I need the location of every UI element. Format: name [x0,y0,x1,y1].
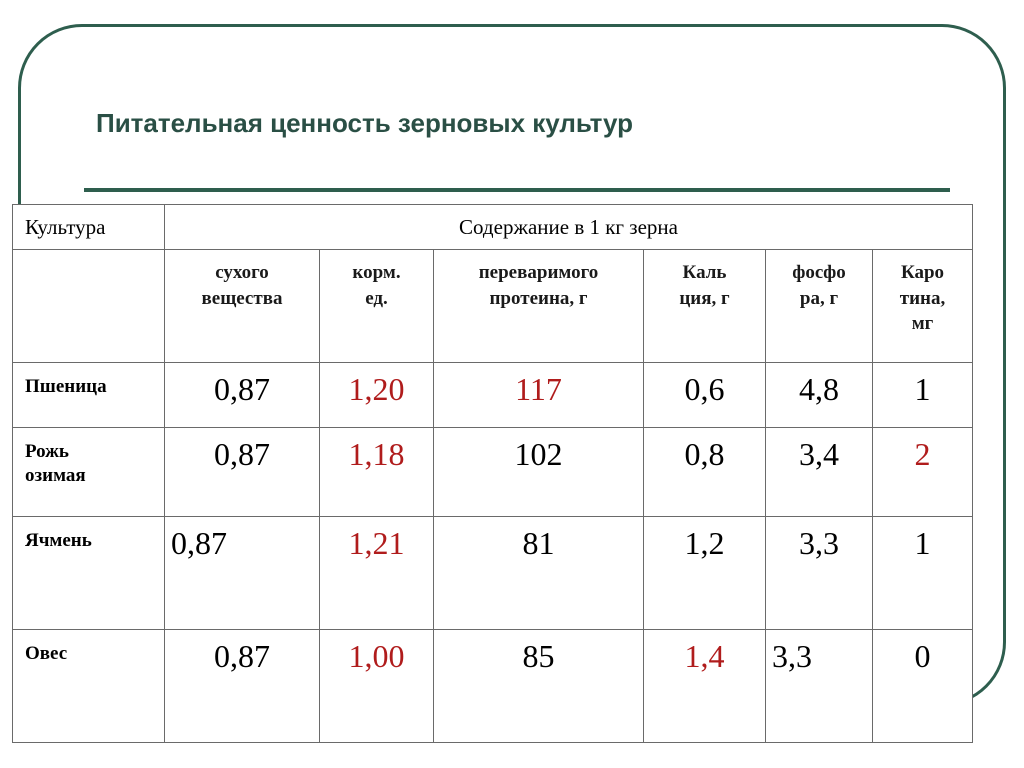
table-row [13,517,973,630]
cell-value: 3,4 [766,428,873,517]
cell-value: 2 [873,428,973,517]
cell-value: 102 [434,428,644,517]
cell-value: 81 [434,517,644,630]
cell-value: 0,87 [165,630,320,743]
cell-value: 0,87 [165,428,320,517]
table-row [13,630,973,743]
cell-value: 1 [873,517,973,630]
cell-value: 1 [873,363,973,428]
cell-value: 4,8 [766,363,873,428]
row-name-winter-rye: Рожь озимая [13,428,165,517]
cell-value: 0,87 [165,363,320,428]
table-row [13,428,973,517]
cell-value: 0,8 [644,428,766,517]
subheader-dry-matter: сухого вещества [165,250,320,363]
subheader-empty [13,250,165,363]
cell-value: 0 [873,630,973,743]
subheader-calcium: Каль ция, г [644,250,766,363]
cell-value: 1,20 [320,363,434,428]
nutrition-table [12,204,973,743]
cell-value: 1,2 [644,517,766,630]
subheader-feed-units: корм. ед. [320,250,434,363]
cell-value: 0,87 [165,517,320,630]
cell-value: 0,6 [644,363,766,428]
cell-value: 3,3 [766,517,873,630]
subheader-phosphorus: фосфо ра, г [766,250,873,363]
cell-value: 1,00 [320,630,434,743]
title-divider [84,188,950,192]
header-culture: Культура [13,205,165,250]
cell-value: 1,4 [644,630,766,743]
row-name-oats: Овес [13,630,165,743]
table-row [13,363,973,428]
row-name-barley: Ячмень [13,517,165,630]
cell-value: 1,18 [320,428,434,517]
cell-value: 3,3 [766,630,873,743]
subheader-protein: переваримого протеина, г [434,250,644,363]
cell-value: 1,21 [320,517,434,630]
header-content-group: Содержание в 1 кг зерна [165,205,973,250]
subheader-carotene: Каро тина, мг [873,250,973,363]
slide-title: Питательная ценность зерновых культур [96,108,634,138]
cell-value: 117 [434,363,644,428]
cell-value: 85 [434,630,644,743]
row-name-wheat: Пшеница [13,363,165,428]
